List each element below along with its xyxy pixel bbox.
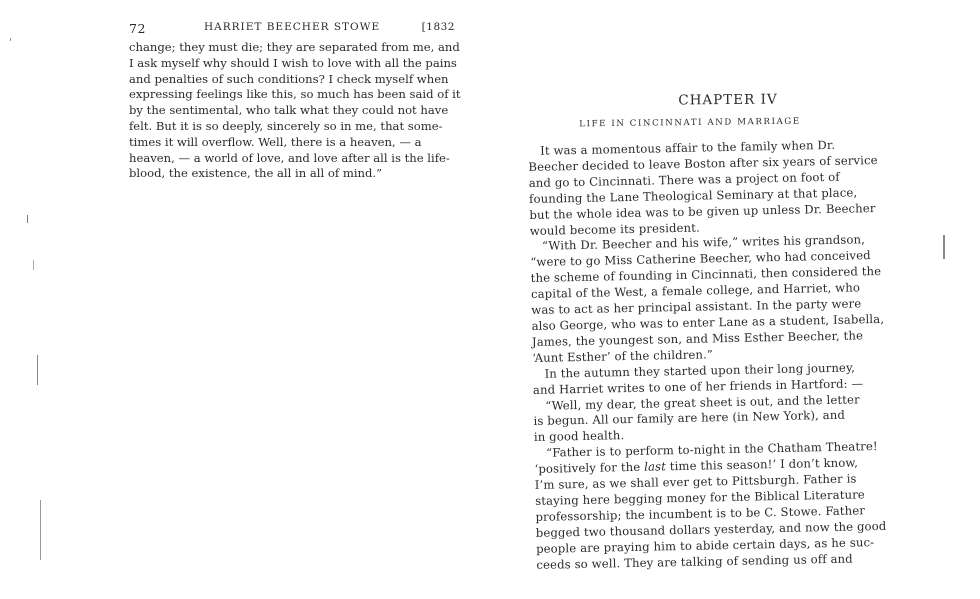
text-line: staying here begging money for the Biblical Literature — [535, 487, 866, 508]
text-line: expressing feelings like this, so much has been said of it — [129, 87, 461, 102]
text-line: professorship; the incumbent is to be C. Stowe. Father — [535, 503, 866, 524]
text-line: “With Dr. Beecher and his wife,” writes his grandson, — [541, 232, 866, 254]
text-line: “Well, my dear, the great sheet is out, and the letter — [545, 391, 860, 413]
text-line: “were to go Miss Catherine Beecher, who had conceived — [530, 248, 871, 270]
scan-artifact — [40, 500, 41, 560]
text-line: It was a momentous affair to the family when Dr. — [539, 137, 836, 158]
page-number: 72 — [129, 21, 146, 36]
text-line: “Father is to perform to-night in the Chatham Theatre! — [546, 439, 878, 460]
text-line: felt. But it is so deeply, sincerely so in me, that some- — [129, 118, 443, 133]
text-line: I ask myself why should I wish to love with all the pains — [129, 55, 457, 70]
italic-word: last — [644, 459, 667, 474]
paragraph-2 — [530, 232, 885, 367]
right-page — [490, 0, 980, 599]
text-line: ‘Aunt Esther’ of the children.” — [532, 347, 714, 365]
text-line: by the sentimental, who talk what they could not have — [129, 103, 449, 118]
paragraph-5 — [534, 439, 887, 573]
text-line: times it will overflow. Well, there is a heaven, — a — [129, 134, 422, 149]
paragraph-4 — [533, 392, 870, 446]
letter-continuation-paragraph — [129, 40, 461, 182]
scan-artifact — [10, 38, 11, 41]
text-line: the scheme of founding in Cincinnati, then considered the — [530, 264, 882, 286]
running-year: [1832 — [421, 21, 455, 33]
paragraph-1 — [528, 137, 878, 239]
chapter-body — [528, 137, 887, 573]
chapter-title: CHAPTER IV — [678, 91, 778, 109]
text-line: people are praying him to abide certain days, as he suc- — [535, 534, 875, 556]
text-line: capital of the West, a female college, and Harriet, who — [530, 280, 861, 302]
text-line: in good health. — [533, 428, 625, 445]
text-line: also George, who was to enter Lane as a student, Isabella, — [531, 311, 885, 333]
scan-artifact — [27, 215, 28, 223]
running-title: HARRIET BEECHER STOWE — [204, 21, 381, 33]
scan-artifact — [943, 235, 945, 259]
text-line: blood, the existence, the all in all of mind.” — [129, 166, 383, 181]
text-line: founding the Lane Theological Seminary at that place, — [528, 185, 858, 206]
text-line: begged two thousand dollars yesterday, and now the good — [535, 518, 887, 540]
scan-artifact — [33, 260, 34, 270]
running-head — [129, 21, 455, 37]
text-line: and go to Cincinnati. There was a project on foot of — [528, 169, 840, 190]
text-line: change; they must die; they are separated from me, and — [129, 40, 460, 54]
text-fragment: ‘positively for the — [534, 459, 645, 477]
text-line: and Harriet writes to one of her friends in Hartford: — — [532, 375, 864, 397]
text-line: is begun. All our family are here (in New York), and — [533, 408, 846, 429]
text-line: Beecher decided to leave Boston after six years of service — [528, 152, 878, 174]
text-line: was to act as her principal assistant. In the party were — [531, 296, 862, 318]
text-line: ceeds so well. They are talking of sending us off and — [536, 551, 853, 572]
text-line: James, the youngest son, and Miss Esther Beecher, the — [531, 328, 864, 349]
text-line: I’m sure, as we shall ever get to Pittsburgh. Father is — [534, 471, 857, 492]
text-line: but the whole idea was to be given up unless Dr. Beecher — [529, 200, 876, 222]
chapter-subtitle: LIFE IN CINCINNATI AND MARRIAGE — [579, 116, 801, 130]
text-line: In the autumn they started upon their long journey, — [544, 360, 856, 381]
text-fragment: time this season!’ I don’t know, — [665, 455, 859, 474]
scan-artifact — [37, 355, 38, 385]
text-line: heaven, — a world of love, and love after all is the life- — [129, 150, 450, 165]
text-line: would become its president. — [529, 220, 700, 238]
text-line: and penalties of such conditions? I check myself when — [129, 71, 449, 86]
